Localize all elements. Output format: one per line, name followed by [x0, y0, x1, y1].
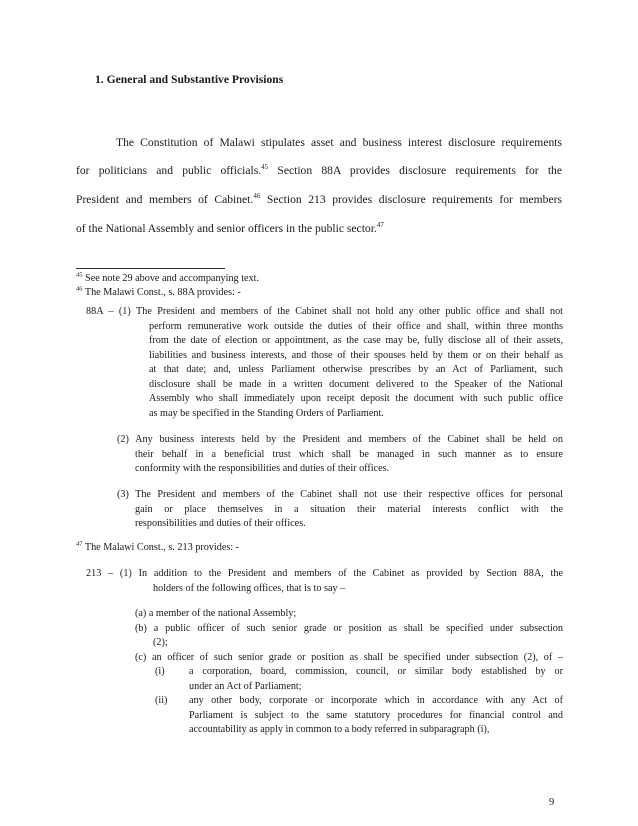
- quote-line: liabilities and business interests, and those of their spouses held by them or on their behalf as: [149, 350, 563, 361]
- quote-line: Assembly who shall immediately upon receipt deposit the document with such public office: [149, 393, 563, 404]
- quote-line: disclosure shall be made in a written document delivered to the Speaker of the National: [149, 379, 563, 390]
- quote-line: perform remunerative work outside the duties of their office and shall, within three months: [149, 321, 563, 332]
- footnote-47: $^{47}$ The Malawi Const., s. 213 provides: -: [76, 540, 240, 553]
- sublist-item-ii-cont: Parliament is subject to the same statutory procedures for financial control and: [189, 710, 563, 721]
- quote-line: 88A – (1) The President and members of the Cabinet shall not hold any other public office and shall not: [86, 306, 563, 317]
- quote-line: (2) Any business interests held by the President and members of the Cabinet shall be held on: [117, 434, 563, 445]
- list-item-b-cont: (2);: [153, 637, 168, 648]
- footnote-separator: [76, 268, 225, 269]
- quote-line: responsibilities and duties of their offices.: [135, 518, 306, 529]
- body-paragraph-line: of the National Assembly and senior officers in the public sector.$^{47}$: [76, 221, 384, 235]
- quote-line: from the date of election or appointment, as the case may be, fully disclose all of their assets,: [149, 335, 563, 346]
- sublist-item-i: a corporation, board, commission, council, or similar body established by or: [189, 666, 563, 677]
- footnote-ref-45[interactable]: 45: [261, 163, 269, 172]
- quote-line: holders of the following offices, that is to say –: [153, 583, 346, 594]
- sublist-item-ii: any other body, corporate or incorporate which in accordance with any Act of: [189, 695, 563, 706]
- list-item-b: (b) a public officer of such senior grade or position as shall be specified under subsection: [135, 623, 563, 634]
- body-paragraph-line: President and members of Cabinet.$^{46}$ Section 213 provides disclosure requirements for members: [76, 192, 562, 206]
- section-heading: 1. General and Substantive Provisions: [95, 73, 284, 86]
- list-item-a: (a) a member of the national Assembly;: [135, 608, 297, 619]
- footnote-ref-46[interactable]: 46: [253, 192, 261, 201]
- quote-line: (3) The President and members of the Cabinet shall not use their respective offices for personal: [117, 489, 563, 500]
- sublist-marker-ii: (ii): [155, 695, 168, 706]
- quote-line: 213 – (1) In addition to the President and members of the Cabinet as provided by Section 88A, the: [86, 568, 563, 579]
- quote-line: at that date; and, unless Parliament otherwise prescribes by an Act of Parliament, such: [149, 364, 563, 375]
- quote-line: conformity with the responsibilities and duties of their offices.: [135, 463, 390, 474]
- sublist-item-ii-cont: accountability as apply in common to a body referred in subparagraph (i),: [189, 724, 490, 735]
- quote-line: as may be specified in the Standing Orders of Parliament.: [149, 408, 384, 419]
- sublist-item-i-cont: under an Act of Parliament;: [189, 681, 302, 692]
- quote-line: their behalf in a beneficial trust which shall be managed in such manner as to ensure: [135, 449, 563, 460]
- body-paragraph-line: The Constitution of Malawi stipulates asset and business interest disclosure requirements: [116, 136, 562, 149]
- list-item-c: (c) an officer of such senior grade or position as shall be specified under subsection (2), of –: [135, 652, 563, 663]
- body-paragraph-line: for politicians and public officials.$^{45}$ Section 88A provides disclosure requirements for the: [76, 163, 562, 177]
- page-number: 9: [549, 797, 555, 808]
- quote-line: gain or place themselves in a situation their material interests conflict with the: [135, 504, 563, 515]
- footnote-45: $^{45}$ See note 29 above and accompanying text.: [76, 271, 260, 284]
- sublist-marker-i: (i): [155, 666, 165, 677]
- footnote-46: $^{46}$ The Malawi Const., s. 88A provides: -: [76, 285, 241, 298]
- footnote-ref-47[interactable]: 47: [376, 221, 384, 230]
